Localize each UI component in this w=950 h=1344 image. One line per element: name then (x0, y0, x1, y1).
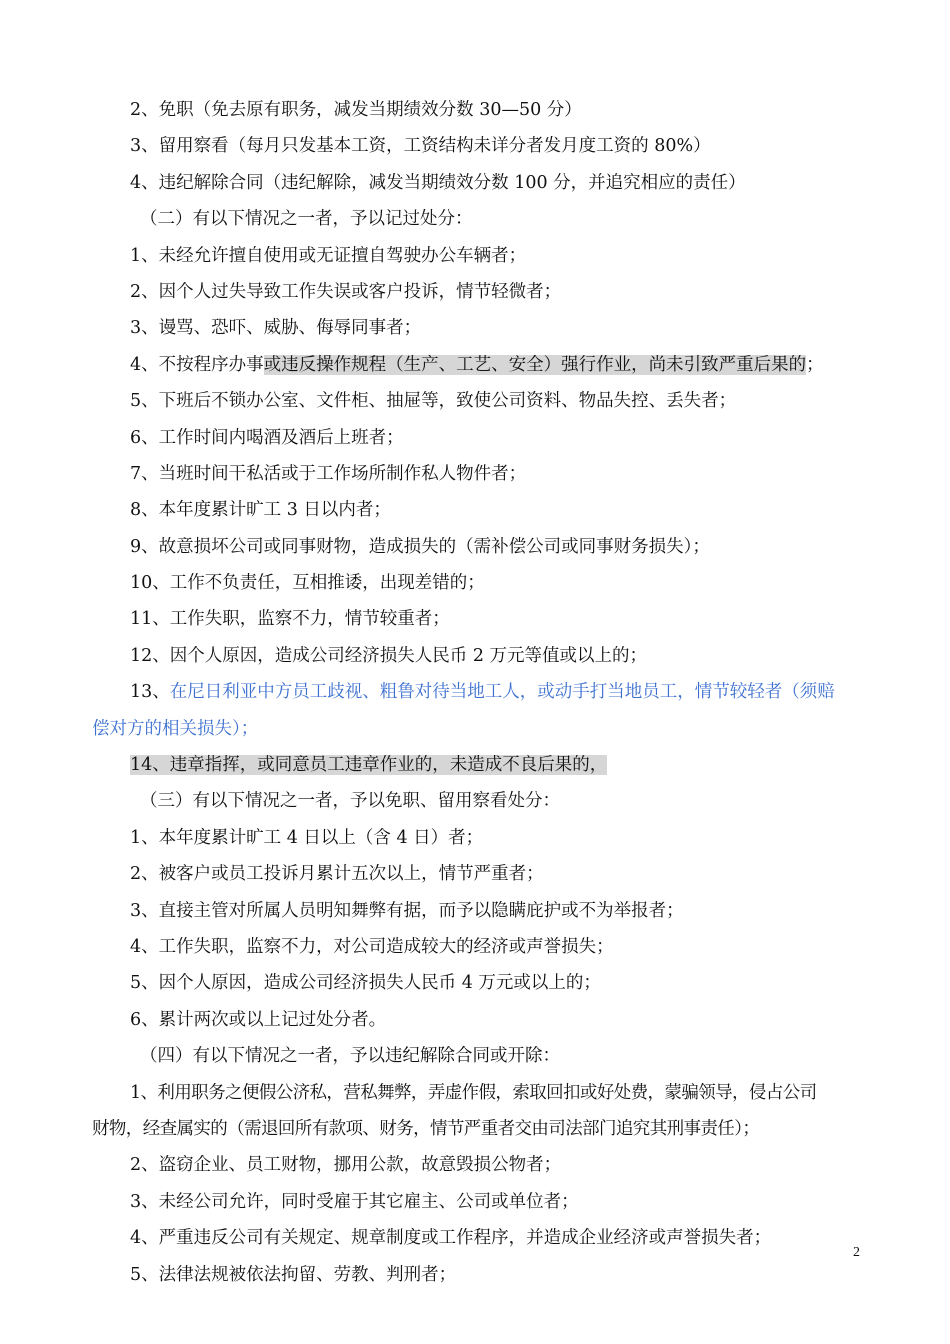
text-line: 2、免职（免去原有职务，减发当期绩效分数 30—50 分） (130, 100, 582, 120)
text-line: 2、因个人过失导致工作失误或客户投诉，情节轻微者； (130, 281, 562, 302)
text-segment: ； (806, 354, 824, 375)
text-segment: 4、不按程序办事 (130, 354, 264, 375)
text-line: 3、未经公司允许，同时受雇于其它雇主、公司或单位者； (130, 1191, 579, 1212)
text-line: 4、严重违反公司有关规定、规章制度或工作程序，并造成企业经济或声誉损失者； (130, 1228, 772, 1249)
blue-text-continuation: 偿对方的相关损失）； (92, 718, 259, 739)
text-line: 财物，经查属实的（需退回所有款项、财务，情节严重者交由司法部门追究其刑事责任）； (92, 1118, 760, 1139)
section-heading: （三）有以下情况之一者，予以免职、留用察看处分： (140, 791, 560, 812)
text-line: 1、未经允许擅自使用或无证擅自驾驶办公车辆者； (130, 245, 527, 266)
text-line: 3、直接主管对所属人员明知舞弊有据，而予以隐瞒庇护或不为举报者； (130, 900, 684, 921)
text-line: 9、故意损坏公司或同事财物，造成损失的（需补偿公司或同事财务损失）； (130, 536, 710, 557)
text-line: 3、留用察看（每月只发基本工资，工资结构未详分者发月度工资的 80%） (130, 136, 711, 157)
text-line: 10、工作不负责任，互相推诿，出现差错的； (130, 573, 485, 594)
highlighted-text: 或违反操作规程（生产、工艺、安全）强行作业，尚未引致严重后果的 (263, 354, 807, 375)
section-heading: （四）有以下情况之一者，予以违纪解除合同或开除： (140, 1046, 560, 1067)
text-line: 5、因个人原因，造成公司经济损失人民币 4 万元或以上的； (130, 973, 601, 994)
text-line: 3、谩骂、恐吓、威胁、侮辱同事者； (130, 318, 422, 339)
text-line: 1、利用职务之便假公济私，营私舞弊，弄虚作假，索取回扣或好处费，蒙骗领导，侵占公司 (130, 1082, 817, 1103)
body-text (92, 92, 865, 1293)
highlighted-text: 14、违章指挥，或同意员工违章作业的，未造成不良后果的， (130, 755, 608, 776)
text-line: 8、本年度累计旷工 3 日以内者； (130, 500, 391, 521)
text-line (130, 674, 865, 710)
text-line: 4、工作失职，监察不力，对公司造成较大的经济或声誉损失； (130, 936, 614, 957)
page-number: 2 (853, 1245, 860, 1260)
text-line: 11、工作失职，监察不力，情节较重者； (130, 609, 450, 630)
text-line (130, 747, 865, 783)
text-line: 5、下班后不锁办公室、文件柜、抽屉等，致使公司资料、物品失控、丢失者； (130, 391, 737, 412)
blue-text: 在尼日利亚中方员工歧视、粗鲁对待当地工人，或动手打当地员工，情节较轻者（须赔 (169, 682, 835, 703)
text-line: 2、盗窃企业、员工财物，挪用公款，故意毁损公物者； (130, 1155, 562, 1176)
text-line: 6、累计两次或以上记过处分者。 (130, 1009, 387, 1030)
text-line (130, 347, 865, 383)
text-line: 7、当班时间干私活或于工作场所制作私人物件者； (130, 463, 527, 484)
text-line: 5、法律法规被依法拘留、劳教、判刑者； (130, 1264, 457, 1285)
text-line: 1、本年度累计旷工 4 日以上（含 4 日）者； (130, 827, 484, 848)
text-line: 2、被客户或员工投诉月累计五次以上，情节严重者； (130, 864, 544, 885)
text-line: 4、违纪解除合同（违纪解除，减发当期绩效分数 100 分，并追究相应的责任） (130, 172, 746, 193)
text-line: 6、工作时间内喝酒及酒后上班者； (130, 427, 404, 448)
text-line: 12、因个人原因，造成公司经济损失人民币 2 万元等值或以上的； (130, 645, 648, 666)
text-segment: 13、 (130, 682, 170, 703)
section-heading: （二）有以下情况之一者，予以记过处分： (140, 209, 473, 230)
